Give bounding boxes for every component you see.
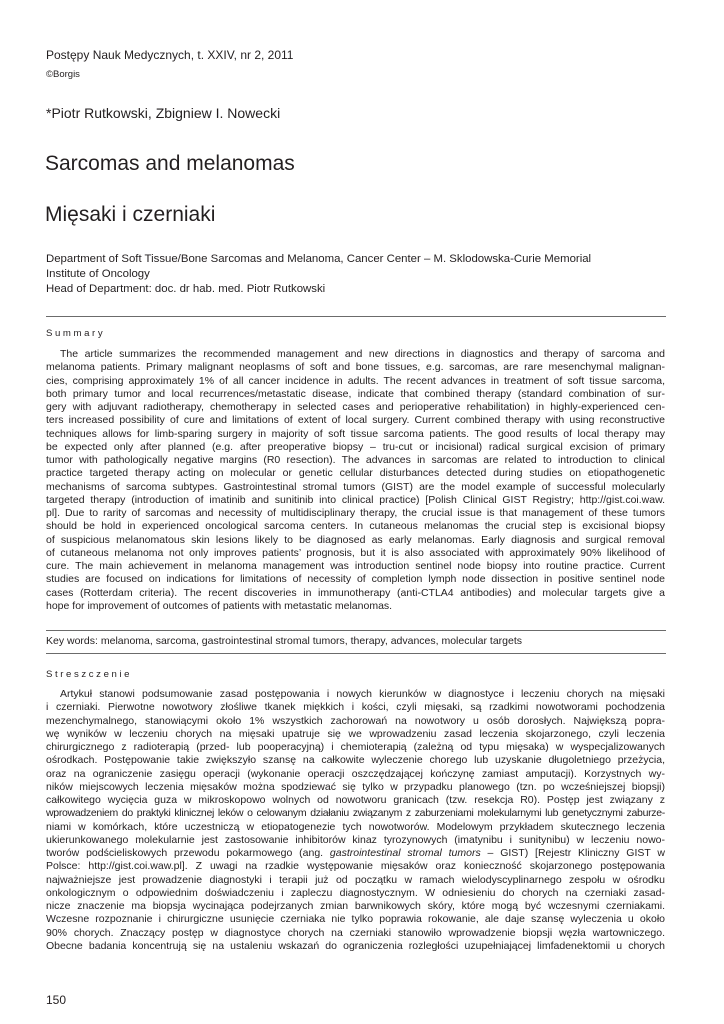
affiliation-line: Head of Department: doc. dr hab. med. Piotr Rutkowski: [46, 283, 326, 295]
text-line: ters increased possibility of cure and limitations of extent of local surgery. Current combined therapy with using reconstructive: [46, 414, 665, 427]
text-line: tworów podścieliskowych przewodu pokarmowego (ang. gastrointestinal stromal tumors – GIST) [Rejestr Kliniczny GIST w: [46, 847, 665, 859]
title-english: Sarcomas and melanomas: [45, 152, 295, 175]
text-line: najważniejsze jest prowadzenie diagnostyki i terapii już od początku w ramach wielodyscyplinarnego zespołu w ośrodku: [46, 873, 665, 886]
text-line: chirurgicznego z radioterapią (przed- lub pooperacyjną) i chemioterapią (zależną od typu mięsaka) w wyspecjalizowanych: [46, 741, 665, 753]
text-line: nicze znaczenie ma biopsja wycinająca podejrzanych zmian barwnikowych skóry, które mogą być wczesnymi czerniakami.: [46, 900, 665, 912]
text-line: mezenchymalnego, stanowiącymi około 1% wszystkich zachorowań na nowotwory u osób dorosłych. Największą popra-: [46, 714, 665, 727]
text-line: practice targeted therapy acting on molecular or genetic cellular disturbances detected during studies on etiopathogenetic: [46, 467, 665, 480]
text-line: całkowitego wycięcia guza w mikroskopowo wolnych od nowotworu granicach (tzw. resekcja R0). Postęp jest związany z: [46, 794, 665, 806]
text-line: niami w komórkach, które uczestniczą w etiopatogenezie tych nowotworów. Modelowym przykładem skutecznego leczenia: [46, 820, 665, 833]
text-line: of suspicious melanomatous skin lesions likely to be diagnosed as early melanomas. Early diagnosis and surgical removal: [46, 533, 665, 546]
text-line: 90% chorych. Znaczący postęp w diagnostyce chorych na czerniaki stanowiło wprowadzenie biopsji węzła wartowniczego.: [46, 926, 665, 939]
divider: [46, 653, 666, 654]
text-line: Obecne badania koncentrują się na ustaleniu wskazań do ograniczenia rozległości uzupełniającej limfadenektomii u chorych: [46, 939, 665, 952]
text-line: cases (Rotterdam criteria). The recent discoveries in immunotherapy (anti-CTLA4 antibodies) and molecular targets give a: [46, 586, 665, 599]
journal-header: Postępy Nauk Medycznych, t. XXIV, nr 2, 2011: [46, 48, 294, 62]
text-line: melanoma patients. Primary malignant neoplasms of soft and bone tissues, e.g. sarcomas, are rare mesenchymal malignan-: [46, 361, 665, 374]
text-line: ośrodkach. Postępowanie takie zwiększyło szansę na całkowite wyleczenie chorego lub uzyskanie długoletniego przeżycia,: [46, 754, 665, 767]
page-number: 150: [46, 993, 67, 1007]
text-line: oraz na ograniczenie zasięgu operacji (wykonanie operacji oszczędzającej kończynę zamiast amputacji). Korzystnych wy-: [46, 767, 665, 780]
affiliation: [46, 252, 686, 297]
text-line: targeted therapy (introduction of imatinib and sunitinib into clinical practice) [Polish Clinical GIST Registry; http://gist.coi.waw.: [46, 493, 665, 506]
authors: *Piotr Rutkowski, Zbigniew I. Nowecki: [46, 105, 281, 121]
text-line: wprowadzeniem do praktyki klinicznej leków o celowanym działaniu związanym z zaburzeniami molekularnymi lub genetycznymi zaburze-: [46, 807, 665, 820]
text-line: tumor with pathologically negative margins (R0 resection). The advances in sarcomas are related to introduction to clinical: [46, 454, 665, 466]
text-line: mechanisms of sarcoma subtypes. Gastrointestinal stromal tumors (GIST) are the model example of successful molecularly: [46, 480, 665, 493]
divider: [46, 630, 666, 631]
text-line: be expected only after planned (e.g. after preoperative biopsy – tru-cut or incisional) radical surgical excision of primary: [46, 440, 665, 453]
copyright-notice: ©Borgis: [46, 69, 80, 80]
affiliation-line: Department of Soft Tissue/Bone Sarcomas and Melanoma, Cancer Center – M. Sklodowska-Curie Memorial: [46, 253, 592, 265]
text-line: Wczesne rozpoznanie i chirurgiczne usunięcie czerniaka nie tylko poprawia rokowanie, ale daje szansę wyleczenia u około: [46, 913, 665, 926]
title-polish: Mięsaki i czerniaki: [45, 203, 216, 226]
text-line: studies are focused on indications for limitations of necessity of completion lymph node dissection in positive sentinel node: [46, 573, 665, 586]
affiliation-line: Institute of Oncology: [46, 268, 150, 280]
summary-text: [46, 348, 665, 613]
text-line: onkologicznym o odpowiednim doświadczeniu i zapleczu diagnostycznym. W odniesieniu do chorych na czerniaki zasad-: [46, 886, 665, 899]
text-line: The article summarizes the recommended management and new directions in diagnostics and therapy of sarcoma and: [60, 348, 665, 360]
text-line: of cutaneous melanoma not only improves patients’ prognosis, but it is also associated with approximately 90% likelihood of: [46, 546, 665, 559]
text-line: gery with adjuvant radiotherapy, chemotherapy in selected cases and perioperative rehabilitation) in highly-experienced cen-: [46, 401, 665, 413]
keywords: Key words: melanoma, sarcoma, gastrointestinal stromal tumors, therapy, advances, molecular targets: [46, 635, 523, 647]
text-line: pl]. Due to rarity of sarcomas and necessity of multidisciplinary therapy, the crucial issue is that management of these tumors: [46, 507, 665, 519]
summary-heading: Summary: [46, 328, 106, 339]
divider: [46, 316, 666, 317]
text-line: hope for improvement of outcomes of patients with metastatic melanomas.: [46, 599, 393, 612]
streszczenie-heading: Streszczenie: [46, 669, 133, 680]
text-line: i czerniaki. Pierwotne nowotwory złośliwe tkanek miękkich i kości, czyli mięsaki, są rzadkimi nowotworami pochodzenia: [46, 701, 665, 714]
text-line: Polsce: http://gist.coi.waw.pl]. Z uwagi na rzadkie występowanie mięsaków oraz konieczność skojarzonego postępowania: [46, 860, 665, 873]
text-line: cure. The main achievement in melanoma management was introduction sentinel node biopsy into routine practice. Current: [46, 560, 665, 572]
text-line: should be hold in experienced oncological sarcoma centers. In cutaneous melanomas the crucial step is excisional biopsy: [46, 520, 665, 533]
text-line: ukierunkowanego molekularnie jest zastosowanie inhibitorów kinaz tyrozynowych (imatynibu i sunitynibu) w leczeniu nowo-: [46, 833, 665, 846]
text-line: wę wyników w leczeniu chorych na mięsaki upatruje się we wprowadzeniu zasad leczenia skojarzonego, czyli leczenia: [46, 727, 665, 740]
text-line: both primary tumor and local recurrences/metastatic disease, indicate that combined therapy (standard combination of sur-: [46, 387, 665, 400]
text-line: Artykuł stanowi podsumowanie zasad postępowania i nowych kierunków w diagnostyce i leczeniu chorych na mięsaki: [60, 688, 665, 700]
text-line: ników miejscowych leczenia mięsaków można spodziewać się tylko w przypadku planowego (tzn. po wcześniejszej biopsji): [46, 780, 665, 793]
streszczenie-text: [46, 688, 665, 953]
text-line: techniques allows for limb-sparing surgery in majority of soft tissue sarcoma patients. The good results of local therapy may: [46, 427, 665, 440]
text-line: cies, comprising approximately 1% of all cancer incidence in adults. The recent advances in treatment of soft tissue sarcoma,: [46, 374, 665, 387]
